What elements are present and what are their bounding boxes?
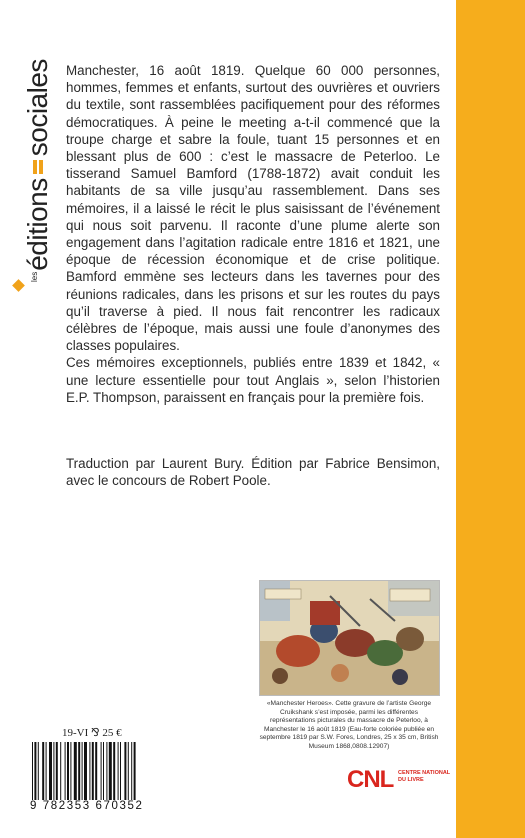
peterloo-engraving-image <box>260 581 439 695</box>
blurb-paragraph-1: Manchester, 16 août 1819. Quelque 60 000 personnes, hommes, femmes et enfants, surtout des ouvrières et ouvriers du textile, sont rassemblées pacifiquement pour des réformes démocratiques. À peine le meeting a-t-il commencé que la troupe charge et sabre la foule, tuant 15 personnes et en blessant plus de 600 : c’est le massacre de Peterloo. Le tisserand Samuel Bamford (1788-1872) avait conduit les habitants de sa ville jusqu’au rassemblement. Dans ses mémoires, il a laissé le récit le plus saisissant de l’événement qui nous soit parvenu. Il raconte d’une plume alerte son engagement dans l’agitation radicale entre 1816 et 1821, une époque de récession économique et de crise politique. Bamford emmène ses lecteurs dans les tavernes pour des réunions radicales, dans les prisons et sur les routes du pays qu’il traverse à pied. Il nous fait rencontrer les radicaux célèbres de l’époque, mais aussi une foule d’anonymes des classes populaires. <box>66 63 440 354</box>
logo-word-editions: éditions <box>22 178 53 271</box>
isbn-barcode <box>30 742 180 802</box>
engraving-illustration <box>259 580 440 696</box>
translation-credits: Traduction par Laurent Bury. Édition par Fabrice Bensimon, avec le concours de Robert Poole. <box>66 456 440 489</box>
cnl-logo-subtitle: CENTRE NATIONAL DU LIVRE <box>398 770 451 783</box>
back-cover-blurb <box>66 62 440 406</box>
illustration-caption: «Manchester Heroes». Cette gravure de l’artiste George Cruikshank s’est imposée, parmi les différentes représentations picturales du massacre de Peterloo, à Manchester le 16 août 1819 (Eau-forte coloriée publiée en septembre 1819 par S.W. Fores, Londres, 25 x 35 cm, British Museum 1868,0808.12907) <box>259 700 439 750</box>
cnl-logo-text: CNL <box>347 766 394 793</box>
blurb-paragraph-2: Ces mémoires exceptionnels, publiés entre 1839 et 1842, « une lecture essentielle pour tout Anglais », selon l’historien E.P. Thompson, paraissent en français pour la première fois. <box>66 355 440 405</box>
logo-bars-icon <box>31 160 45 174</box>
isbn-number: 9 782353 670352 <box>30 800 144 812</box>
cnl-logo <box>347 766 451 794</box>
logo-word-sociales: sociales <box>22 59 53 157</box>
logo-prefix: les <box>30 271 39 282</box>
publisher-logo-text <box>22 59 54 282</box>
price-code: 19-VI ⅋ 25 € <box>62 727 122 739</box>
orange-side-stripe <box>456 0 525 838</box>
